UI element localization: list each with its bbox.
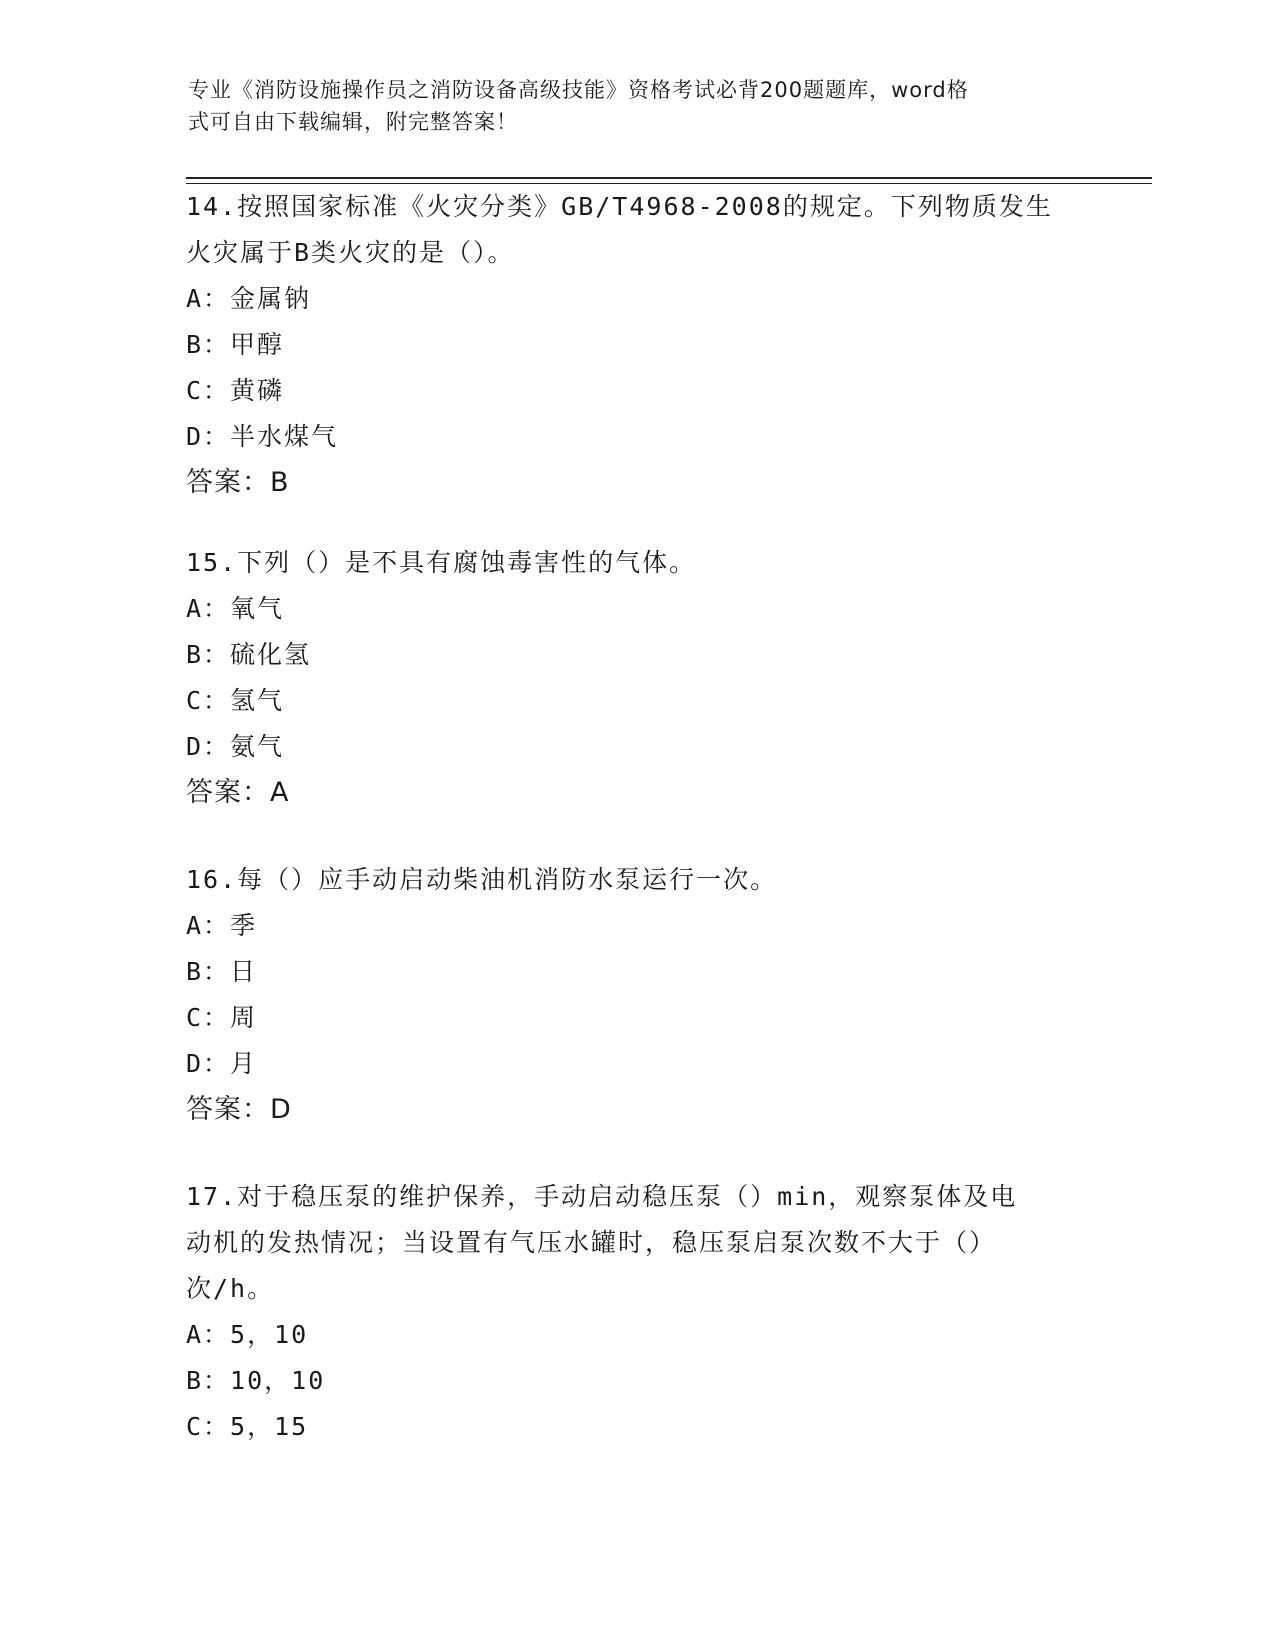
option-a: A：5，10 [186,1320,309,1349]
header-line-1: 专业《消防设施操作员之消防设备高级技能》资格考试必背200题题库，word格 [188,78,969,102]
answer: 答案：B [186,467,290,498]
option-c: C：黄磷 [186,376,285,405]
question-stem-line: 次/h。 [186,1274,275,1303]
answer: 答案：D [186,1094,292,1125]
option-a: A：氧气 [186,594,285,623]
option-b: B：硫化氢 [186,640,312,669]
answer: 答案：A [186,777,290,808]
option-b: B：日 [186,957,258,986]
option-a: A：金属钠 [186,284,312,313]
option-b: B：10，10 [186,1366,326,1395]
option-d: D：半水煤气 [186,422,339,451]
option-c: C：周 [186,1003,258,1032]
option-b: B：甲醇 [186,330,285,359]
question-15 [186,540,1086,816]
question-stem-line: 15.下列（）是不具有腐蚀毒害性的气体。 [186,548,697,577]
option-c: C：氢气 [186,686,285,715]
question-14 [186,184,1086,506]
question-stem-line: 14.按照国家标准《火灾分类》GB/T4968-2008的规定。下列物质发生 [186,192,1053,221]
question-stem-line: 16.每（）应手动启动柴油机消防水泵运行一次。 [186,865,778,894]
question-stem-line: 17.对于稳压泵的维护保养，手动启动稳压泵（）min，观察泵体及电 [186,1182,1018,1211]
option-d: D：月 [186,1049,258,1078]
header-line-2: 式可自由下载编辑，附完整答案！ [188,110,518,134]
option-a: A：季 [186,911,258,940]
option-c: C：5，15 [186,1412,309,1441]
option-d: D：氨气 [186,732,285,761]
question-stem-line: 动机的发热情况；当设置有气压水罐时，稳压泵启泵次数不大于（） [186,1228,997,1257]
question-17 [186,1174,1086,1450]
question-stem-line: 火灾属于B类火灾的是（）。 [186,238,515,267]
question-16 [186,857,1086,1133]
document-header [188,74,1068,138]
header-divider-thick [186,177,1152,179]
